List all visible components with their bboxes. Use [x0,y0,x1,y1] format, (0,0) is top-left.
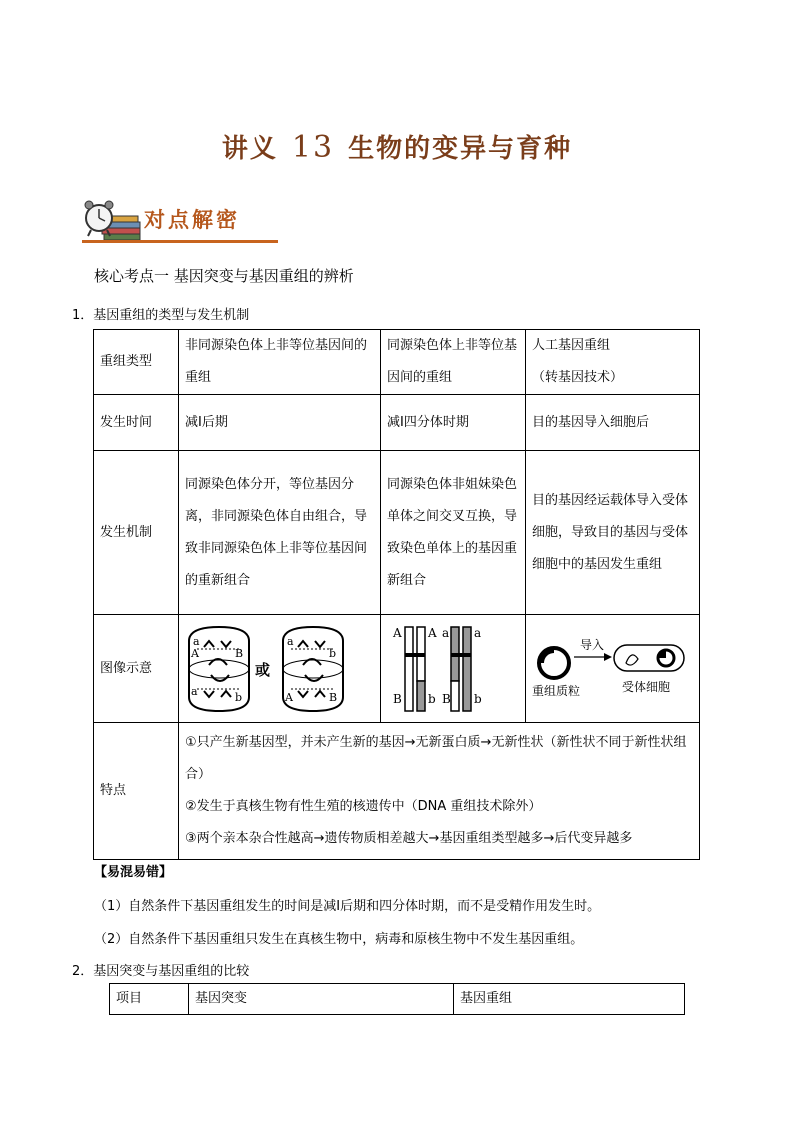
chromosome-crossover-diagram [381,615,526,723]
row-label: 发生机制 [94,451,179,615]
title-topic: 生物的变异与育种 [348,134,573,164]
gene-label-B: B [235,646,244,660]
table-row-image [94,615,700,723]
table-cell: 减Ⅰ后期 [179,395,381,451]
table-row-features [94,723,700,860]
comparison-table [109,983,685,1015]
gene-label-A: A [285,690,293,704]
header-cell: 基因重组 [454,984,685,1015]
cell-division-svg [179,619,380,719]
receptor-label: 受体细胞 [622,679,671,694]
features-cell [179,723,700,860]
plasmid-label: 重组质粒 [532,683,581,698]
gene-label-a: a [287,634,294,648]
table-cell: 同源染色体非姐妹染色单体之间交叉互换，导致染色单体上的基因重新组合 [381,451,526,615]
gene-label-B: B [329,690,338,704]
section-banner [82,196,278,250]
table-row-type [94,330,700,395]
chrom-label: B [442,691,451,706]
chrom-label: b [474,691,482,706]
item2-heading: 2．基因突变与基因重组的比较 [72,964,250,979]
or-text: 或 [255,660,271,679]
gene-label-b: b [329,646,337,660]
table-cell [526,330,700,395]
row-label: 重组类型 [94,330,179,395]
chrom-label: A [428,625,437,640]
gene-label-a: a [191,684,198,698]
feature-1: ①只产生新基因型，并未产生新的基因→无新蛋白质→无新性状（新性状不同于新性状组合） [185,735,687,782]
transgenic-svg [526,619,698,719]
header-cell: 项目 [110,984,189,1015]
table-cell: 同源染色体分开，等位基因分离，非同源染色体自由组合，导致非同源染色体上非等位基因间的重新组合 [179,451,381,615]
banner-label: 对点解密 [144,208,240,232]
note-1: （1）自然条件下基因重组发生的时间是减Ⅰ后期和四分体时期，而不是受精作用发生时。 [94,899,601,914]
insert-label: 导入 [580,637,605,652]
chrom-label: b [428,691,436,706]
row-label: 图像示意 [94,615,179,723]
note-2: （2）自然条件下基因重组只发生在真核生物中，病毒和原核生物中不发生基因重组。 [94,932,584,947]
section-heading: 核心考点一 基因突变与基因重组的辨析 [94,267,354,285]
chrom-label: B [393,691,402,706]
recombination-table [93,329,700,860]
title-prefix: 讲义 [221,134,278,164]
table-row-mechanism [94,451,700,615]
title-number: 13 [291,130,335,165]
chromosome-svg [381,619,525,719]
gene-label-a: a [193,634,200,648]
chrom-label: a [474,625,482,640]
feature-3: ③两个亲本杂合性越高→遗传物质相差越大→基因重组类型越多→后代变异越多 [185,831,633,846]
banner-underline [82,240,278,243]
gene-label-b: b [235,690,243,704]
table-cell: 减Ⅰ四分体时期 [381,395,526,451]
table-cell: 非同源染色体上非等位基因间的重组 [179,330,381,395]
chrom-label: a [442,625,450,640]
table-cell: 目的基因经运载体导入受体细胞，导致目的基因与受体细胞中的基因发生重组 [526,451,700,615]
cell-line: 人工基因重组 [532,338,611,353]
feature-2: ②发生于真核生物有性生殖的核遗传中（DNA 重组技术除外） [185,799,542,814]
row-label: 特点 [94,723,179,860]
clock-books-icon [82,196,144,242]
notes-heading: 【易混易错】 [94,865,173,880]
page-title [0,128,794,165]
table-header-row [110,984,685,1015]
table-cell: 目的基因导入细胞后 [526,395,700,451]
transgenic-diagram [526,615,700,723]
table-cell: 同源染色体上非等位基因间的重组 [381,330,526,395]
item1-heading: 1．基因重组的类型与发生机制 [72,308,250,323]
header-cell: 基因突变 [189,984,454,1015]
gene-label-A: A [191,646,199,660]
chrom-label: A [393,625,402,640]
cell-line: （转基因技术） [532,370,624,385]
cell-division-diagram [179,615,381,723]
table-row-time [94,395,700,451]
row-label: 发生时间 [94,395,179,451]
